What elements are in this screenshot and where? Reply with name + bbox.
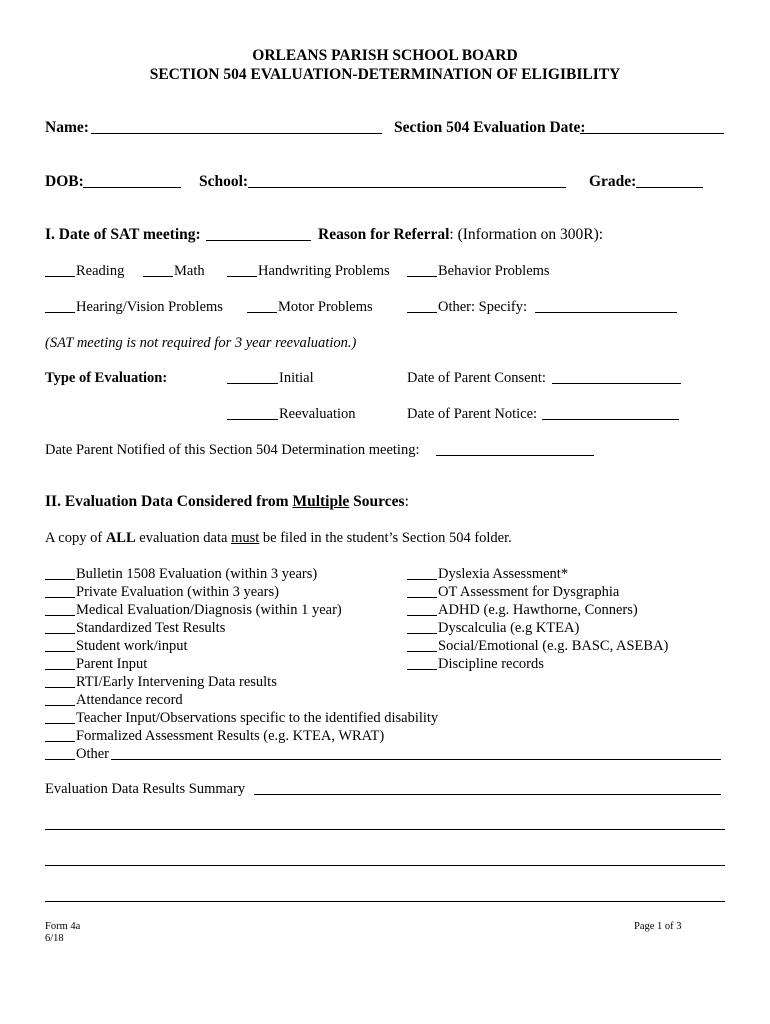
checkline[interactable] (407, 633, 437, 634)
parent-consent-label: Date of Parent Consent: (407, 370, 546, 386)
math-checkline[interactable] (143, 276, 173, 277)
dob-field[interactable] (83, 187, 181, 188)
reason-math: Math (174, 263, 205, 279)
evaluation-type-label: Type of Evaluation: (45, 370, 168, 386)
eval-item-other: Other (76, 746, 110, 762)
parent-consent-field[interactable] (552, 383, 681, 384)
section2-heading (45, 493, 409, 511)
copy-c: evaluation data (135, 530, 232, 546)
name-field[interactable] (91, 133, 382, 134)
evaluation-date-field[interactable] (580, 133, 724, 134)
eval-item: Parent Input (76, 656, 148, 672)
handwriting-checkline[interactable] (227, 276, 257, 277)
initial-option: Initial (279, 370, 314, 386)
other-specify-field[interactable] (535, 312, 677, 313)
eval-item: Standardized Test Results (76, 620, 226, 636)
other-source-field[interactable] (111, 759, 721, 760)
eval-item: Student work/input (76, 638, 188, 654)
reevaluation-option: Reevaluation (279, 406, 356, 422)
sat-note: (SAT meeting is not required for 3 year reevaluation.) (45, 335, 357, 351)
reevaluation-checkline[interactable] (227, 419, 278, 420)
checkline[interactable] (45, 615, 75, 616)
eval-item: Dyscalculia (e.g KTEA) (438, 620, 580, 636)
checkline[interactable] (45, 579, 75, 580)
section2-heading-c: Sources (349, 493, 405, 510)
sat-meeting-date-field[interactable] (206, 240, 311, 241)
checkline[interactable] (407, 615, 437, 616)
grade-field[interactable] (636, 187, 703, 188)
behavior-checkline[interactable] (407, 276, 437, 277)
dob-label: DOB: (45, 173, 84, 190)
reason-motor: Motor Problems (278, 299, 373, 315)
parent-notified-field[interactable] (436, 455, 594, 456)
checkline[interactable] (45, 723, 75, 724)
section2-heading-d: : (404, 493, 409, 510)
reason-behavior: Behavior Problems (438, 263, 550, 279)
page-number: Page 1 of 3 (634, 921, 682, 932)
hearing-checkline[interactable] (45, 312, 75, 313)
checkline[interactable] (45, 633, 75, 634)
eval-item: OT Assessment for Dysgraphia (438, 584, 620, 600)
summary-line-2[interactable] (45, 829, 725, 830)
copy-must: must (231, 530, 260, 546)
motor-checkline[interactable] (247, 312, 277, 313)
grade-label: Grade: (589, 173, 637, 190)
eval-item: Teacher Input/Observations specific to the identified disability (76, 710, 439, 726)
form-revision-date: 6/18 (45, 933, 64, 944)
eval-item: Social/Emotional (e.g. BASC, ASEBA) (438, 638, 669, 654)
checkline[interactable] (407, 597, 437, 598)
eval-item: Attendance record (76, 692, 183, 708)
checkline[interactable] (45, 705, 75, 706)
section2-heading-multiple: Multiple (292, 493, 350, 510)
eval-item: Bulletin 1508 Evaluation (within 3 years) (76, 566, 318, 582)
school-field[interactable] (248, 187, 566, 188)
copy-instruction (45, 529, 512, 547)
section2-heading-a: II. Evaluation Data Considered from (45, 493, 293, 510)
parent-notice-field[interactable] (542, 419, 679, 420)
eval-item: Formalized Assessment Results (e.g. KTEA, WRAT) (76, 728, 385, 744)
referral-reason (318, 226, 603, 244)
parent-notified-label: Date Parent Notified of this Section 504 Determination meeting: (45, 442, 420, 458)
copy-a: A copy of (45, 530, 106, 546)
school-label: School: (199, 173, 249, 190)
reading-checkline[interactable] (45, 276, 75, 277)
form-title-line2: SECTION 504 EVALUATION-DETERMINATION OF ELIGIBILITY (149, 66, 621, 83)
reason-reading: Reading (76, 263, 125, 279)
checkline[interactable] (45, 759, 75, 760)
reason-other: Other: Specify: (438, 299, 527, 315)
eval-item: Discipline records (438, 656, 544, 672)
referral-label: Reason for Referral (318, 226, 450, 243)
summary-field[interactable] (254, 794, 721, 795)
summary-line-4[interactable] (45, 901, 725, 902)
form-title-line1: ORLEANS PARISH SCHOOL BOARD (252, 47, 518, 64)
summary-line-3[interactable] (45, 865, 725, 866)
initial-checkline[interactable] (227, 383, 278, 384)
sat-meeting-label: I. Date of SAT meeting: (45, 226, 201, 243)
eval-item: Dyslexia Assessment* (438, 566, 569, 582)
referral-note: : (Information on 300R): (449, 226, 604, 243)
eval-item: ADHD (e.g. Hawthorne, Conners) (438, 602, 638, 618)
eval-item: Medical Evaluation/Diagnosis (within 1 year) (76, 602, 342, 618)
reason-hearing-vision: Hearing/Vision Problems (76, 299, 223, 315)
evaluation-date-label: Section 504 Evaluation Date: (394, 119, 586, 136)
checkline[interactable] (45, 669, 75, 670)
copy-all: ALL (105, 530, 136, 546)
form-number: Form 4a (45, 921, 81, 932)
name-label: Name: (45, 119, 89, 136)
eval-item: RTI/Early Intervening Data results (76, 674, 277, 690)
checkline[interactable] (407, 579, 437, 580)
other-checkline[interactable] (407, 312, 437, 313)
checkline[interactable] (45, 741, 75, 742)
eval-item: Private Evaluation (within 3 years) (76, 584, 279, 600)
checkline[interactable] (407, 651, 437, 652)
checkline[interactable] (45, 651, 75, 652)
parent-notice-label: Date of Parent Notice: (407, 406, 538, 422)
reason-handwriting: Handwriting Problems (258, 263, 390, 279)
copy-e: be filed in the student’s Section 504 folder. (259, 530, 512, 546)
summary-label: Evaluation Data Results Summary (45, 781, 246, 797)
checkline[interactable] (45, 597, 75, 598)
checkline[interactable] (407, 669, 437, 670)
checkline[interactable] (45, 687, 75, 688)
